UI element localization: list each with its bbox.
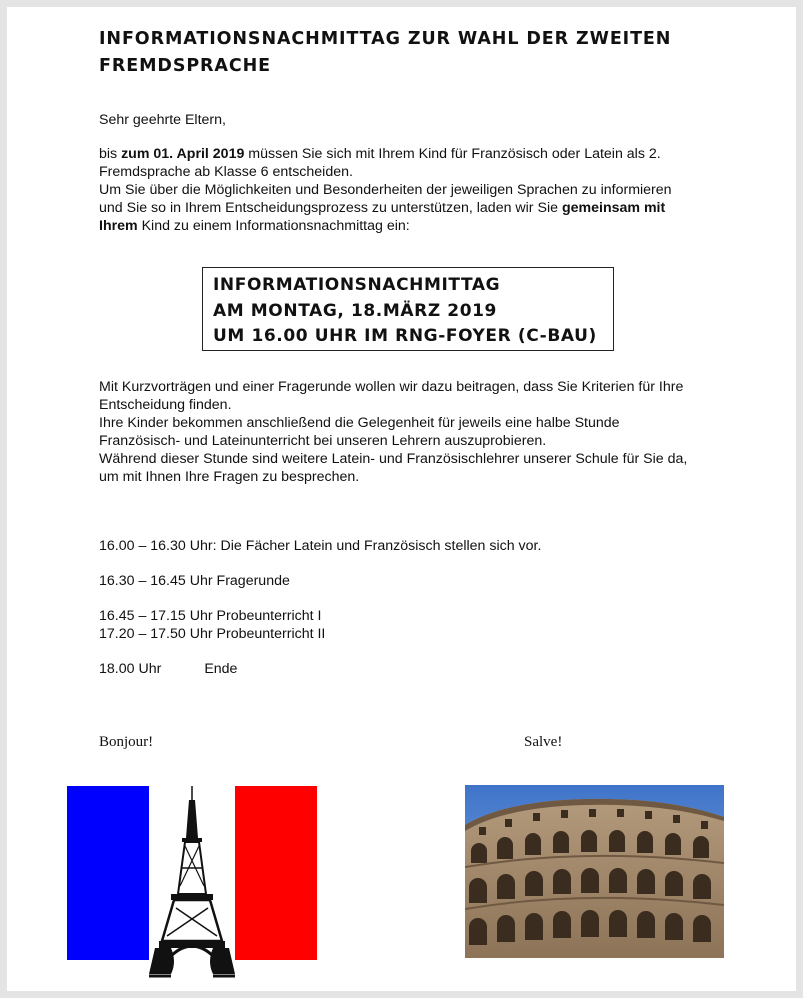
intro-first-sentence: bis zum 01. April 2019 müssen Sie sich mit Ihrem Kind für Französisch oder Latein als 2. Fremdsprache ab Klasse 6 entscheiden. bbox=[99, 146, 661, 180]
schedule-item-1: 16.00 – 16.30 Uhr: Die Fächer Latein und Französisch stellen sich vor. bbox=[99, 538, 542, 554]
details-line-3: Während dieser Stunde sind weitere Latein- und Französischlehrer unserer Schule für Sie da, um mit Ihnen Ihre Fragen zu besprechen. bbox=[99, 451, 688, 485]
details-line-2: Ihre Kinder bekommen anschließend die Gelegenheit für jeweils eine halbe Stunde Französisch- und Lateinunterricht bei unseren Lehrern auszuprobieren. bbox=[99, 415, 620, 449]
latin-caption: Salve! bbox=[524, 734, 563, 750]
deadline-date: zum 01. April 2019 bbox=[121, 146, 245, 162]
salutation: Sehr geehrte Eltern, bbox=[99, 112, 226, 128]
page-title: INFORMATIONSNACHMITTAG ZUR WAHL DER ZWEITEN FREMDSPRACHE bbox=[99, 29, 672, 76]
together-emphasis: gemeinsam mit Ihrem bbox=[99, 200, 666, 234]
event-date: AM MONTAG, 18.MÄRZ 2019 bbox=[213, 300, 497, 321]
event-info-box bbox=[202, 267, 614, 351]
event-title: INFORMATIONSNACHMITTAG bbox=[213, 275, 501, 295]
french-flag-eiffel-image bbox=[67, 786, 317, 980]
french-caption: Bonjour! bbox=[99, 734, 154, 750]
document-page bbox=[7, 7, 796, 991]
schedule-item-3: 16.45 – 17.15 Uhr Probeunterricht I bbox=[99, 608, 322, 624]
colosseum-image bbox=[465, 785, 724, 958]
details-line-1: Mit Kurzvorträgen und einer Fragerunde wollen wir dazu beitragen, dass Sie Kriterien für Ihre Entscheidung finden. bbox=[99, 379, 684, 413]
schedule-item-2: 16.30 – 16.45 Uhr Fragerunde bbox=[99, 573, 290, 589]
schedule-end-label: Ende bbox=[204, 661, 238, 677]
details-paragraph bbox=[99, 378, 699, 486]
schedule-end-time: 18.00 Uhr bbox=[99, 661, 162, 677]
flag-red-stripe bbox=[235, 786, 317, 960]
schedule-item-4: 17.20 – 17.50 Uhr Probeunterricht II bbox=[99, 626, 326, 642]
intro-second-sentence: Um Sie über die Möglichkeiten und Besonderheiten der jeweiligen Sprachen zu informieren und Sie so in Ihrem Entscheidungsprozess zu unterstützen, laden wir Sie gemeinsam mit Ihrem Kind zu einem Informationsnachmittag ein: bbox=[99, 182, 672, 234]
event-time-location: UM 16.00 UHR IM RNG-FOYER (C-BAU) bbox=[213, 326, 597, 346]
flag-blue-stripe bbox=[67, 786, 149, 960]
intro-paragraph bbox=[99, 145, 699, 235]
schedule-item-5 bbox=[99, 660, 237, 678]
